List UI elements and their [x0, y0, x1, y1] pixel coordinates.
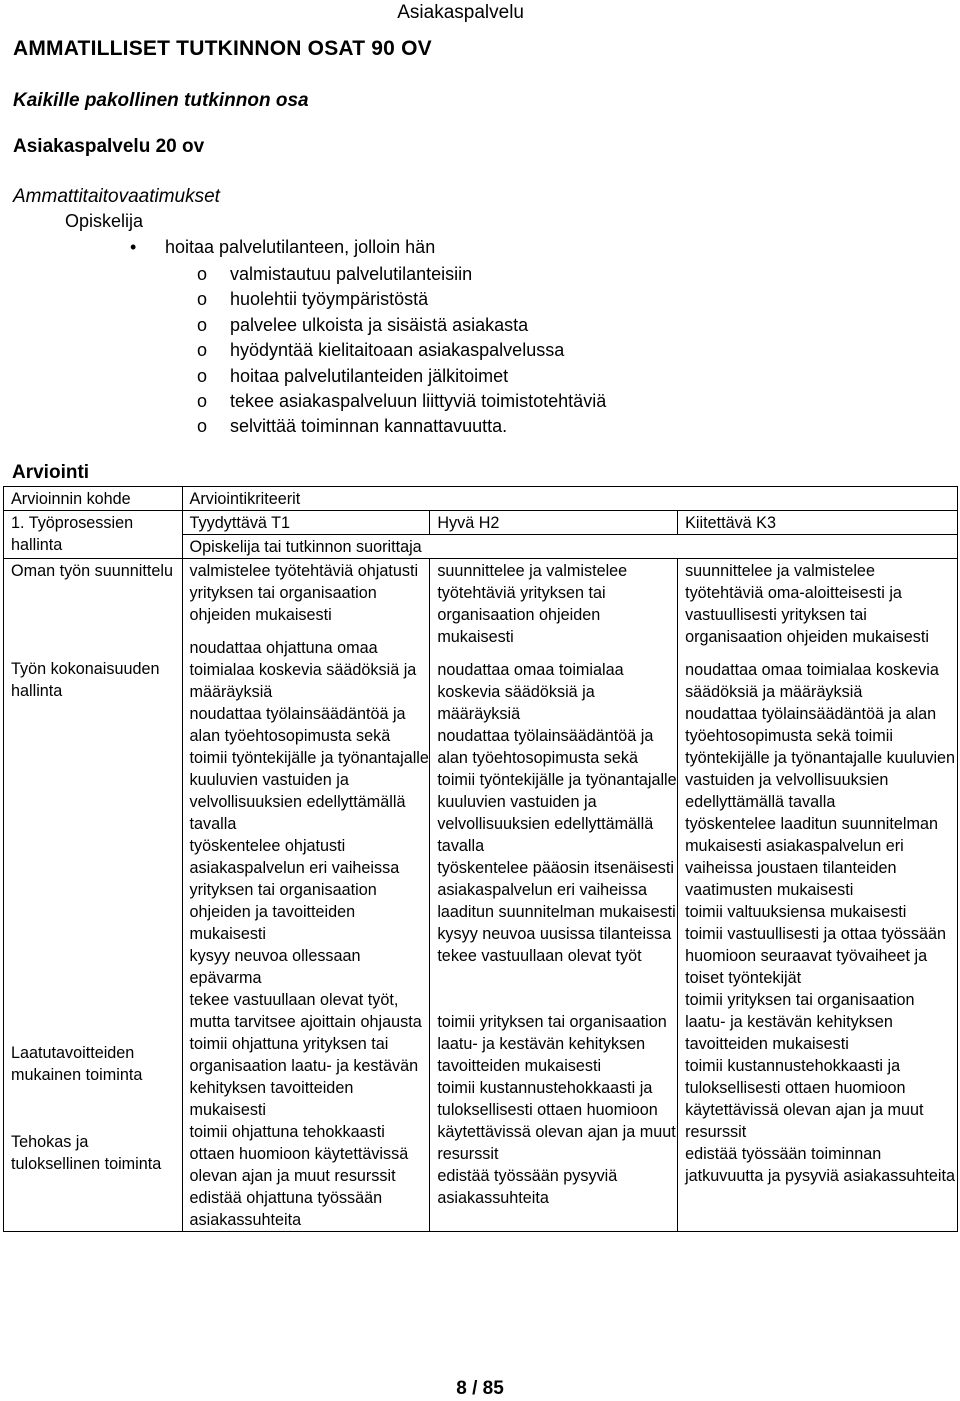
criteria-t1: valmistelee työtehtäviä ohjatusti yrityksen tai organisaation ohjeiden mukaisesti noudattaa ohjattuna omaa toimialaa koskevia säädöksiä ja määräyksiä noudattaa työlainsäädäntöä ja alan työehtosopimusta sekä toimii työntekijälle ja työnantajalle kuuluvien vastuiden ja velvollisuuksien edellyttämällä tavalla työskentelee ohjatusti asiakaspalvelun eri vaiheissa yrityksen tai organisaation ohjeiden ja tavoitteiden mukaisesti kysyy neuvoa ollessaan epävarma tekee vastuullaan olevat työt, mutta tarvitsee ajoittain ohjausta toimii ohjattuna yrityksen tai organisaation laatu- ja kestävän kehityksen tavoitteiden mukaisesti toimii ohjattuna tehokkaasti ottaen huomioon käytettävissä olevan ajan ja muut resurssit edistää ohjattuna työssään asiakassuhteita [182, 559, 430, 1232]
circle-bullet-icon: o [197, 416, 208, 437]
bullet-icon: • [130, 237, 137, 257]
mandatory-subtitle: Kaikille pakollinen tutkinnon osa [13, 90, 309, 111]
circle-bullet-icon: o [197, 264, 208, 284]
page-header: Asiakaspalvelu [397, 2, 524, 23]
student-label: Opiskelija [65, 211, 144, 231]
table-header-criteria: Arviointikriteerit [182, 487, 957, 511]
evaluation-table [3, 486, 958, 1232]
circle-bullet-icon: o [197, 314, 208, 335]
circle-bullet-icon: o [197, 289, 208, 310]
table-row [4, 559, 958, 1232]
level-h2: Hyvä H2 [430, 511, 678, 535]
process-label: 1. Työprosessien hallinta [4, 511, 183, 559]
level-k3: Kiitettävä K3 [678, 511, 958, 535]
circle-bullet-icon: o [197, 390, 208, 411]
circle-bullet-icon: o [197, 340, 208, 361]
criteria-h2: suunnittelee ja valmistelee työtehtäviä yrityksen tai organisaation ohjeiden mukaisesti noudattaa omaa toimialaa koskevia säädöksiä ja määräyksiä noudattaa työlainsäädäntöä ja alan työehtosopimusta sekä toimii työntekijälle ja työnantajalle kuuluvien vastuiden ja velvollisuuksien edellyttämällä tavalla työskentelee pääosin itsenäisesti asiakaspalvelun eri vaiheissa laaditun suunnitelman mukaisesti kysyy neuvoa uusissa tilanteissa tekee vastuullaan olevat työt toimii yrityksen tai organisaation laatu- ja kestävän kehityksen tavoitteiden mukaisesti toimii kustannustehokkaasti ja tuloksellisesti ottaen huomioon käytettävissä olevan ajan ja muut resurssit edistää työssään pysyviä asiakassuhteita [430, 559, 678, 1232]
table-header-target: Arvioinnin kohde [4, 487, 183, 511]
evaluation-heading: Arviointi [12, 462, 90, 483]
document-title: AMMATILLISET TUTKINNON OSAT 90 OV [13, 37, 432, 60]
section-label: Oman työn suunnittelu Työn kokonaisuuden hallinta Laatutavoitteiden mukainen toiminta Tehokas ja tuloksellinen toiminta [4, 559, 183, 1232]
table-row [4, 511, 958, 535]
circle-bullet-icon: o [197, 365, 208, 386]
performer-subheader: Opiskelija tai tutkinnon suorittaja [182, 535, 957, 559]
level-t1: Tyydyttävä T1 [182, 511, 430, 535]
requirements-heading: Ammattitaitovaatimukset [13, 186, 220, 207]
criteria-k3: suunnittelee ja valmistelee työtehtäviä oma-aloitteisesti ja vastuullisesti yrityksen tai organisaation ohjeiden mukaisesti noudattaa omaa toimialaa koskevia säädöksiä ja määräyksiä noudattaa työlainsäädäntöä ja alan työehtosopimusta sekä toimii työntekijälle ja työnantajalle kuuluvien vastuiden ja velvollisuuksien edellyttämällä tavalla työskentelee laaditun suunnitelman mukaisesti asiakaspalvelun eri vaiheissa joustaen tilanteiden vaatimusten mukaisesti toimii valtuuksiensa mukaisesti toimii vastuullisesti ja ottaa työssään huomioon seuraavat työvaiheet ja toiset työntekijät toimii yrityksen tai organisaation laatu- ja kestävän kehityksen tavoitteiden mukaisesti toimii kustannustehokkaasti ja tuloksellisesti ottaen huomioon käytettävissä olevan ajan ja muut resurssit edistää työssään toiminnan jatkuvuutta ja pysyviä asiakassuhteita [678, 559, 958, 1232]
table-header-row [4, 487, 958, 511]
unit-title: Asiakaspalvelu 20 ov [13, 136, 205, 157]
page-number: 8 / 85 [456, 1378, 504, 1399]
